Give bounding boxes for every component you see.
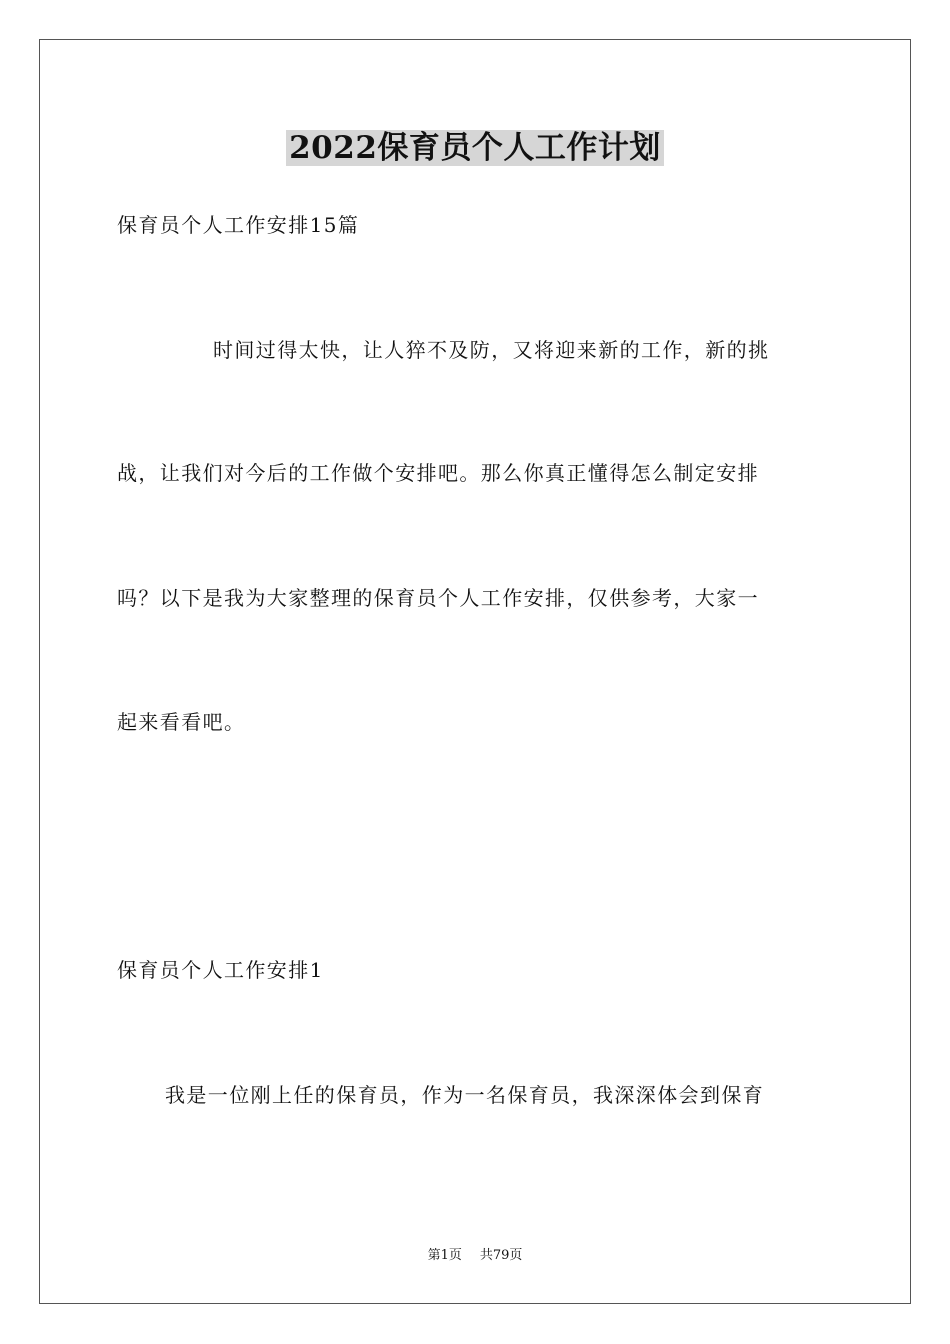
intro-line-2: 战，让我们对今后的工作做个安排吧。那么你真正懂得怎么制定安排: [117, 461, 759, 485]
document-title-text: 2022保育员个人工作计划: [286, 130, 664, 166]
section-paragraph-line-1: 我是一位刚上任的保育员，作为一名保育员，我深深体会到保育: [165, 1083, 765, 1107]
page-footer: [0, 1247, 950, 1265]
section-heading: 保育员个人工作安排1: [117, 958, 324, 982]
intro-line-4: 起来看看吧。: [117, 710, 246, 734]
document-title: [0, 126, 950, 170]
document-subtitle: 保育员个人工作安排15篇: [117, 213, 360, 237]
intro-line-3: 吗？以下是我为大家整理的保育员个人工作安排，仅供参考，大家一: [117, 586, 759, 610]
intro-line-1: 时间过得太快，让人猝不及防，又将迎来新的工作，新的挑: [213, 338, 770, 362]
page-total: 共79页: [479, 1248, 523, 1263]
page-number: 第1页: [427, 1248, 462, 1263]
